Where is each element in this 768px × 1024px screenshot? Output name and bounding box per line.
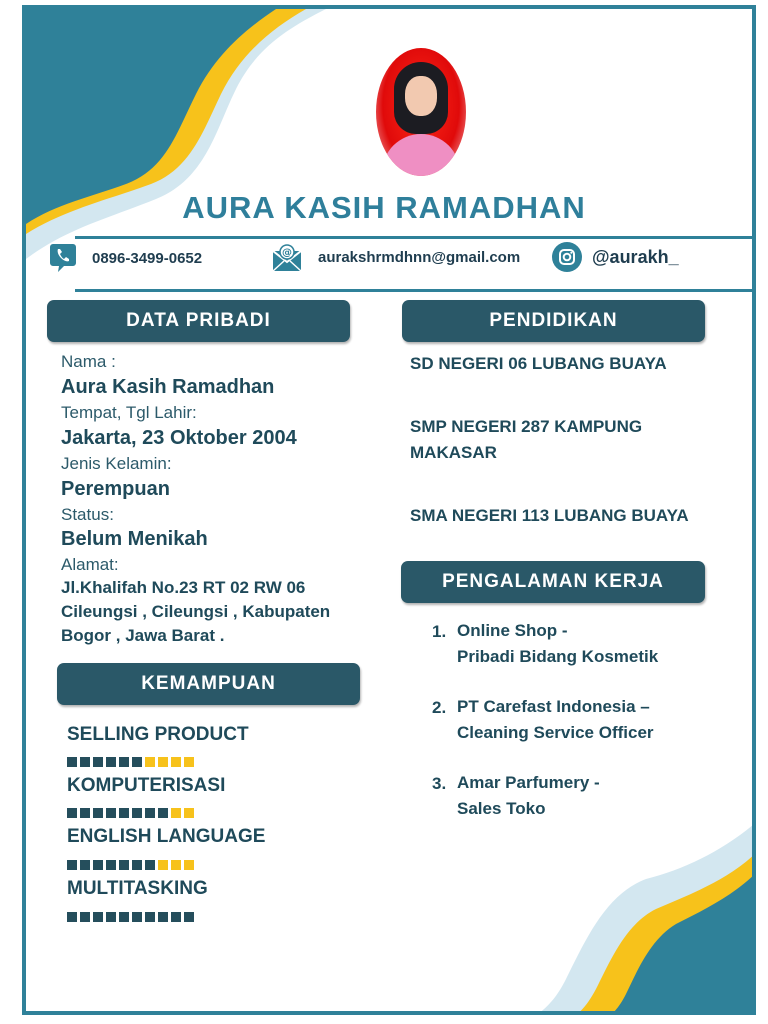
value-jenis-kelamin: Perempuan xyxy=(61,478,170,500)
education-item: SMA NEGERI 113 LUBANG BUAYA xyxy=(410,506,689,525)
skill-square-empty xyxy=(158,860,168,870)
experience-title: Online Shop - xyxy=(457,621,568,640)
skill-square-filled xyxy=(158,808,168,818)
section-header-pengalaman-kerja: PENGALAMAN KERJA xyxy=(401,561,705,603)
skill-square-filled xyxy=(106,757,116,767)
experience-title: Amar Parfumery - xyxy=(457,773,600,792)
skill-square-filled xyxy=(93,912,103,922)
experience-detail: Sales Toko xyxy=(457,799,546,818)
alamat-line-3: Bogor , Jawa Barat . xyxy=(61,626,225,645)
skill-square-filled xyxy=(106,860,116,870)
skill-square-filled xyxy=(119,808,129,818)
skill-level-bar xyxy=(67,860,194,870)
skill-square-filled xyxy=(67,912,77,922)
skill-level-bar xyxy=(67,808,194,818)
experience-number: 1. xyxy=(432,622,447,641)
skill-square-filled xyxy=(145,912,155,922)
skill-square-filled xyxy=(119,860,129,870)
skill-square-empty xyxy=(171,757,181,767)
phone-number: 0896-3499-0652 xyxy=(92,250,203,267)
photo-face xyxy=(405,76,437,116)
skill-square-filled xyxy=(145,808,155,818)
skill-square-filled xyxy=(106,912,116,922)
full-name-heading: AURA KASIH RAMADHAN xyxy=(182,190,586,225)
label-ttl: Tempat, Tgl Lahir: xyxy=(61,403,197,422)
skill-square-filled xyxy=(132,912,142,922)
section-header-data-pribadi: DATA PRIBADI xyxy=(47,300,350,342)
skill-level-bar xyxy=(67,912,194,922)
skill-square-empty xyxy=(184,808,194,818)
skill-square-empty xyxy=(145,757,155,767)
experience-number: 3. xyxy=(432,774,447,793)
experience-detail: Pribadi Bidang Kosmetik xyxy=(457,647,659,666)
skill-square-filled xyxy=(80,912,90,922)
skill-square-filled xyxy=(67,808,77,818)
label-status: Status: xyxy=(61,505,114,524)
experience-title: PT Carefast Indonesia – xyxy=(457,697,650,716)
skill-square-filled xyxy=(158,912,168,922)
skill-square-filled xyxy=(80,757,90,767)
skill-square-empty xyxy=(184,860,194,870)
phone-icon xyxy=(50,245,76,271)
skill-name: MULTITASKING xyxy=(67,878,208,899)
svg-text:@: @ xyxy=(282,247,292,259)
label-nama: Nama : xyxy=(61,352,116,371)
instagram-handle: @aurakh_ xyxy=(592,247,679,267)
skill-name: SELLING PRODUCT xyxy=(67,724,249,745)
skill-square-filled xyxy=(132,860,142,870)
skill-square-filled xyxy=(184,912,194,922)
skill-square-filled xyxy=(119,912,129,922)
experience-detail: Cleaning Service Officer xyxy=(457,723,654,742)
label-jenis-kelamin: Jenis Kelamin: xyxy=(61,454,172,473)
value-ttl: Jakarta, 23 Oktober 2004 xyxy=(61,427,297,449)
label-alamat: Alamat: xyxy=(61,555,119,574)
skill-square-filled xyxy=(119,757,129,767)
skill-square-filled xyxy=(93,860,103,870)
experience-item xyxy=(457,770,717,822)
value-alamat xyxy=(61,576,361,648)
skill-square-filled xyxy=(67,757,77,767)
skill-square-filled xyxy=(67,860,77,870)
email-address: aurakshrmdhnn@gmail.com xyxy=(318,249,521,266)
experience-item xyxy=(457,618,717,670)
skill-square-filled xyxy=(93,808,103,818)
skill-square-empty xyxy=(171,808,181,818)
skill-square-filled xyxy=(171,912,181,922)
section-header-kemampuan: KEMAMPUAN xyxy=(57,663,360,705)
skill-square-filled xyxy=(106,808,116,818)
email-icon xyxy=(272,243,302,273)
education-item: SMP NEGERI 287 KAMPUNG MAKASAR xyxy=(410,417,643,462)
profile-photo xyxy=(376,48,466,176)
skill-square-empty xyxy=(171,860,181,870)
skill-square-filled xyxy=(132,808,142,818)
section-header-pendidikan: PENDIDIKAN xyxy=(402,300,705,342)
experience-number: 2. xyxy=(432,698,447,717)
skill-name: ENGLISH LANGUAGE xyxy=(67,826,266,847)
value-status: Belum Menikah xyxy=(61,528,208,550)
value-nama: Aura Kasih Ramadhan xyxy=(61,376,275,398)
skill-square-filled xyxy=(80,808,90,818)
skill-name: KOMPUTERISASI xyxy=(67,775,226,796)
skill-square-filled xyxy=(80,860,90,870)
contact-bottom-divider xyxy=(75,289,756,292)
instagram-icon xyxy=(552,242,582,272)
skill-level-bar xyxy=(67,757,194,767)
skill-square-empty xyxy=(158,757,168,767)
skill-square-filled xyxy=(132,757,142,767)
photo-shirt xyxy=(382,134,460,176)
experience-item xyxy=(457,694,717,746)
contact-top-divider xyxy=(75,236,756,239)
education-item: SD NEGERI 06 LUBANG BUAYA xyxy=(410,354,667,373)
skill-square-filled xyxy=(145,860,155,870)
skill-square-empty xyxy=(184,757,194,767)
skill-square-filled xyxy=(93,757,103,767)
alamat-line-1: Jl.Khalifah No.23 RT 02 RW 06 xyxy=(61,578,306,597)
alamat-line-2: Cileungsi , Cileungsi , Kabupaten xyxy=(61,602,331,621)
